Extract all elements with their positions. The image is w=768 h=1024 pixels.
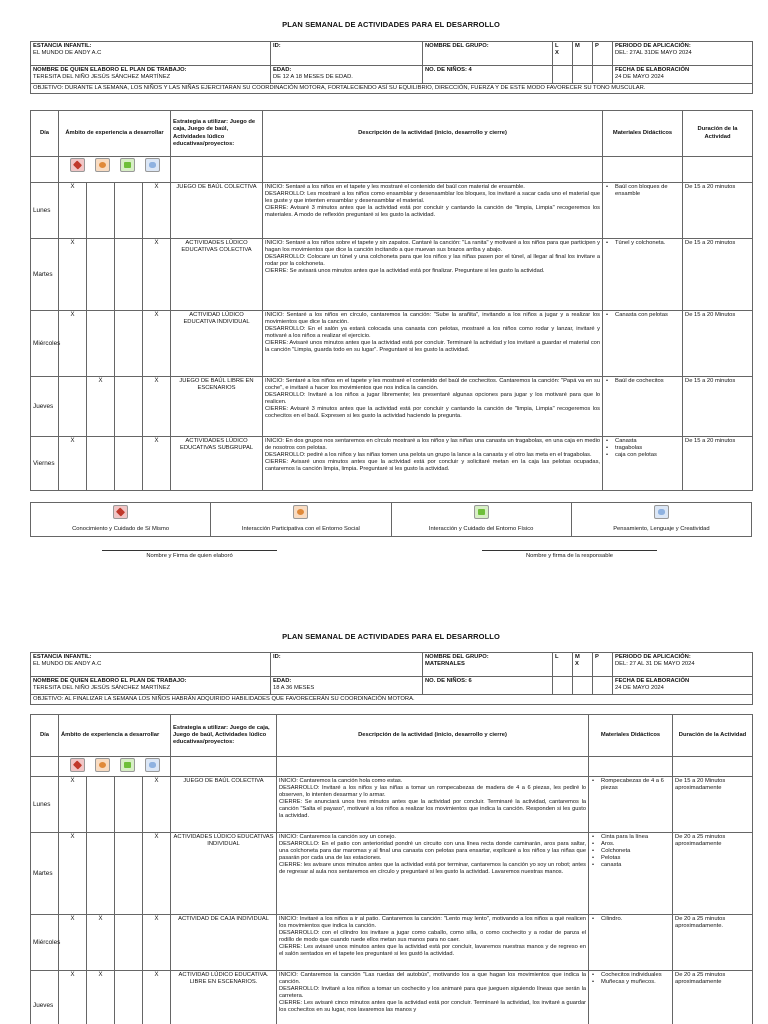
description-inicio: INICIO: Sentaré a los niños en círculo, cantaremos la canción: "Sube la arañita", invitando a los niños a jugar y a realizar los movimientos que dice la canción. (265, 312, 601, 325)
col-estrategia: Estrategia a utilizar: Juego de caja, Juego de baúl, Actividades lúdico educativas/proyectos: (171, 111, 263, 157)
plan-2 (30, 632, 752, 641)
material-item: • caja con pelotas (605, 452, 680, 459)
ninos-cell: NO. DE NIÑOS: 6 (423, 677, 553, 695)
materials-cell (589, 777, 673, 833)
thinking-icon (145, 758, 160, 772)
material-item: • canasta (591, 862, 670, 869)
material-item: • Baúl con bloques de ensamble (605, 184, 680, 198)
ambito-mark: X (143, 377, 171, 437)
elaboro-cell: NOMBRE DE QUIEN ELABORO EL PLAN DE TRABAJO: TERESITA DEL NIÑO JESÚS SÁNCHEZ MARTÍNEZ (31, 66, 271, 84)
duration-cell: De 15 a 20 minutos (683, 183, 753, 239)
description-cell (277, 915, 589, 971)
description-cell (263, 183, 603, 239)
strategy-cell: ACTIVIDADES LÚDICO EDUCATIVAS SUBGRUPAL (171, 437, 263, 491)
description-cierre: CIERRE: Avisaré unos minutos antes que la actividad está por concluir. Terminaré la actividad y los invitaré a guardar el material con la canción "Limpia, guarda todo en su lugar". Preguntaré si les gusto la actividad. (265, 339, 601, 353)
ambito-mark (87, 833, 115, 915)
ambito-mark: X (143, 915, 171, 971)
duration-cell: De 15 a 20 minutos (683, 239, 753, 311)
activity-row (31, 971, 753, 1024)
description-inicio: INICIO: Cantaremos la canción hola como estas. (279, 778, 403, 784)
col-descripcion: Descripción de la actividad (inicio, desarrollo y cierre) (277, 715, 589, 757)
day-label: Jueves (31, 377, 59, 437)
strategy-cell: ACTIVIDADES LÚDICO EDUCATIVAS COLECTIVA (171, 239, 263, 311)
elaboro-cell: NOMBRE DE QUIEN ELABORO EL PLAN DE TRABAJO: TERESITA DEL NIÑO JESÚS SÁNCHEZ MARTÍNEZ (31, 677, 271, 695)
legend-item-self-care: Conocimiento y Cuidado de Sí Mismo (31, 503, 211, 536)
description-cell (277, 971, 589, 1024)
description-inicio: INICIO: Invitaré a los niños a ir al patio. Cantaremos la canción: "Lento muy lento", motivando a los niños a qué realicen los movimientos que indica la canción. (279, 916, 587, 929)
header-table (30, 652, 753, 705)
ambito-mark (115, 377, 143, 437)
ambito-mark: X (59, 437, 87, 491)
description-cell (277, 777, 589, 833)
description-cell (263, 437, 603, 491)
edad-cell: EDAD: DE 12 A 18 MESES DE EDAD. (271, 66, 423, 84)
description-desarrollo: DESARROLLO: En el patio con anterioridad pondré un circuito con una línea recta donde caminarán, aros para saltar, una colchoneta para dar maromas y al final una canasta con pelotas para ensartar, explicaré a los niños y las niñas que pasarán por cada una de las estaciones. (279, 840, 587, 861)
activity-row (31, 311, 753, 377)
signature-elaboro: Nombre y Firma de quien elaboró (102, 550, 277, 560)
legend (30, 502, 752, 537)
ambito-mark (87, 437, 115, 491)
social-icon (293, 505, 308, 519)
material-item: • Baúl de cochecitos (605, 378, 680, 385)
ambito-mark: X (143, 311, 171, 377)
col-materiales: Materiales Didácticos (603, 111, 683, 157)
header-table (30, 41, 753, 94)
material-item: • Cilindro. (591, 916, 670, 923)
ambito-mark: X (59, 833, 87, 915)
activity-row (31, 183, 753, 239)
description-inicio: INICIO: Sentaré a los niños en el tapete y les mostraré el contenido del baúl de cochecitos. Cantaremos la canción: "Papá va en su coche", e invitaré a hacer los movimientos que nos indica la canción. (265, 378, 601, 391)
day-label: Miércoles (31, 915, 59, 971)
grupo-cell: NOMBRE DEL GRUPO: MATERNALES (423, 653, 553, 677)
day-label: Jueves (31, 971, 59, 1024)
description-cell (263, 311, 603, 377)
material-item: • Cochecitos individuales (591, 972, 670, 979)
strategy-cell: JUEGO DE BAÚL LIBRE EN ESCENARIOS (171, 377, 263, 437)
duration-cell: De 20 a 25 minutos aproximadamente (673, 971, 753, 1024)
strategy-cell: ACTIVIDAD DE CAJA INDIVIDUAL (171, 915, 277, 971)
ambito-mark: X (143, 183, 171, 239)
ambito-mark: X (59, 183, 87, 239)
activity-row (31, 777, 753, 833)
materials-cell (603, 437, 683, 491)
environment-icon (120, 158, 135, 172)
environment-icon (474, 505, 489, 519)
description-desarrollo: DESARROLLO: En el salón ya estará colocada una canasta con pelotas, mostraré a los niños como rodar y lanzar, invitaré y motivaré a los niños a realizar el ejercicio. (265, 325, 601, 339)
ambito-mark: X (59, 239, 87, 311)
description-cell (263, 377, 603, 437)
activity-row (31, 437, 753, 491)
ambito-mark (87, 183, 115, 239)
strategy-cell: ACTIVIDADES LÚDICO EDUCATIVAS INDIVIDUAL (171, 833, 277, 915)
day-label: Martes (31, 833, 59, 915)
description-cierre: CIERRE: Avisaré 3 minutos antes que la actividad está por concluir y cantando la canción de "limpia, Limpia" recogeremos los materiales. A modo de reflexión preguntaré si les gusto la actividad. (265, 204, 601, 218)
periodo-cell: PERIODO DE APLICACIÓN: DEL: 27AL 31DE MAYO 2024 (613, 42, 753, 66)
description-desarrollo: DESARROLLO: Invitaré a los niños a tomar un cochecito y los animaré para que jueguen siguiendo líneas que serán la carretera. (279, 985, 587, 999)
strategy-cell: ACTIVIDAD LÚDICO EDUCATIVA INDIVIDUAL (171, 311, 263, 377)
materials-cell (603, 377, 683, 437)
materials-cell (603, 183, 683, 239)
day-label: Martes (31, 239, 59, 311)
material-item: • Rompecabezas de 4 a 6 piezas (591, 778, 670, 792)
description-cierre: CIERRE: Les avisaré cinco minutos antes que la actividad está por concluir. Terminaré la actividad, los invitaré a guardar los cochecitos en su lugar, nos lavaremos las manos y (279, 999, 587, 1013)
social-icon (95, 758, 110, 772)
edad-cell: EDAD: 18 A 36 MESES (271, 677, 423, 695)
ambito-mark: X (143, 971, 171, 1024)
activity-table (30, 110, 753, 491)
plan-2-activities (30, 714, 752, 1024)
self-care-icon (70, 758, 85, 772)
strategy-cell: ACTIVIDAD LÚDICO EDUCATIVA. LIBRE EN ESCENARIOS. (171, 971, 277, 1024)
material-item: • Pelotas (591, 855, 670, 862)
id-cell: ID: (271, 42, 423, 66)
col-estrategia: Estrategia a utilizar: Juego de caja, Juego de baúl, Actividades lúdico educativas/proyectos: (171, 715, 277, 757)
page-title: PLAN SEMANAL DE ACTIVIDADES PARA EL DESARROLLO (282, 632, 500, 641)
plan-1-header (30, 41, 752, 94)
ambito-mark (115, 915, 143, 971)
description-desarrollo: DESARROLLO: con el cilindro los invitare a jugar como caballo, como silla, o como cochecito y a rodar de panza el rodillo de modo que cuando ruede ellos metan sus manos para no caer. (279, 929, 587, 943)
ambito-mark (115, 311, 143, 377)
estancia-cell: ESTANCIA INFANTIL: EL MUNDO DE ANDY A.C (31, 42, 271, 66)
description-desarrollo: DESARROLLO: Colocare un túnel y una colchoneta para que los niños y las niñas pasen por el túnel, al llegar al final los invitare a rodar por la colchoneta. (265, 253, 601, 267)
ambito-mark: X (87, 377, 115, 437)
activity-row (31, 377, 753, 437)
fecha-cell: FECHA DE ELABORACIÓN 24 DE MAYO 2024 (613, 66, 753, 84)
description-inicio: INICIO: Sentaré a los niños en el tapete y les mostraré el contenido del baúl con material de ensamble. (265, 184, 525, 190)
ambito-mark (115, 777, 143, 833)
duration-cell: De 15 a 20 minutos (683, 377, 753, 437)
description-cierre: CIERRE: Avisaré unos minutos antes que la actividad está por concluir y solicitaré metan en la caja las pelotas ocupadas, cantaremos la canción limpia, limpia. Preguntaré si les gusto la actividad. (265, 458, 601, 472)
fecha-cell: FECHA DE ELABORACIÓN 24 DE MAYO 2024 (613, 677, 753, 695)
material-item: • Túnel y colchoneta. (605, 240, 680, 247)
day-label: Viernes (31, 437, 59, 491)
ambito-mark: X (143, 777, 171, 833)
thinking-icon (145, 158, 160, 172)
description-cell (263, 239, 603, 311)
material-item: • Cinta para la línea (591, 834, 670, 841)
environment-icon (120, 758, 135, 772)
material-item: • Colchoneta (591, 848, 670, 855)
col-ambito: Ámbito de experiencia a desarrollar (59, 111, 171, 157)
col-dia: Día (31, 111, 59, 157)
description-inicio: INICIO: En dos grupos nos sentaremos en círculo mostraré a los niños y las niñas una canasta un tragabolas, en una caja en medio de nosotros con pelotas. (265, 438, 601, 451)
ambito-mark: X (87, 971, 115, 1024)
duration-cell: De 20 a 25 minutos aproximadamente (673, 833, 753, 915)
description-cell (277, 833, 589, 915)
ambito-mark: X (87, 915, 115, 971)
l-cell: L X (553, 42, 573, 66)
activity-row (31, 833, 753, 915)
p-cell: P (593, 42, 613, 66)
ambito-mark: X (59, 915, 87, 971)
material-item: • Muñecas y muñecos. (591, 979, 670, 986)
description-desarrollo: DESARROLLO: Invitaré a los niños a jugar libremente; les presentaré algunas opciones para jugar y los motivaré para que lo realicen. (265, 391, 601, 405)
ambito-mark (115, 971, 143, 1024)
duration-cell: De 15 a 20 Minutos (683, 311, 753, 377)
duration-cell: De 15 a 20 minutos (683, 437, 753, 491)
ambito-mark (115, 437, 143, 491)
description-desarrollo: DESARROLLO: Invitaré a los niños y las niñas a tomar un rompecabezas de madera de 4 a 6 piezas, les pediré lo observen, lo intenten desarmar y lo armar. (279, 784, 587, 798)
ambito-mark (87, 777, 115, 833)
ambito-mark (115, 833, 143, 915)
grupo-cell: NOMBRE DEL GRUPO: (423, 42, 553, 66)
material-item: • Canasta con pelotas (605, 312, 680, 319)
description-cierre: CIERRE: Avisaré 3 minutos antes que la actividad está por concluir y cantando la canción de "limpia, Limpia" recogeremos los cochecitos en el baúl. Expresen si les gusto la actividad haciendo la pregunta. (265, 405, 601, 419)
description-cierre: CIERRE: Les avisaré unos minutos antes que la actividad está por concluir, lavaremos nuestras manos y de regreso en el salón sentados en el tapete les preguntaré si les gustó la actividad. (279, 943, 587, 957)
ambito-mark (87, 239, 115, 311)
ambito-mark (59, 377, 87, 437)
ninos-cell: NO. DE NIÑOS: 4 (423, 66, 553, 84)
estancia-cell: ESTANCIA INFANTIL: EL MUNDO DE ANDY A.C (31, 653, 271, 677)
activity-row (31, 239, 753, 311)
day-label: Lunes (31, 777, 59, 833)
strategy-cell: JUEGO DE BAÚL COLECTIVA (171, 777, 277, 833)
col-materiales: Materiales Didácticos (589, 715, 673, 757)
activity-table (30, 714, 753, 1024)
description-cierre: CIERRE: Se avisará unos minutos antes que la actividad está por finalizar. Preguntare si les gusto la actividad. (265, 267, 545, 274)
periodo-cell: PERIODO DE APLICACIÓN: DEL: 27 AL 31 DE MAYO 2024 (613, 653, 753, 677)
description-inicio: INICIO: Cantaremos la canción soy un conejo. (279, 834, 396, 840)
duration-cell: De 20 a 25 minutos aproximadamente. (673, 915, 753, 971)
social-icon (95, 158, 110, 172)
material-item: • Aros. (591, 841, 670, 848)
ambito-mark: X (59, 311, 87, 377)
id-cell: ID: (271, 653, 423, 677)
activity-row (31, 915, 753, 971)
ambito-mark (115, 183, 143, 239)
col-duracion: Duración de la Actividad (673, 715, 753, 757)
plan-1 (30, 20, 752, 29)
description-cierre: CIERRE: Se anunciará unos tres minutos antes que la actividad por concluir. Terminaré la actividad, cantaremos la canción "Salta el payaso", motivaré a los niños a realizar los movimientos que indica la canción. Responden si les gusto la actividad. (279, 798, 587, 819)
l-cell: L (553, 653, 573, 677)
material-item: • tragabolas (605, 445, 680, 452)
materials-cell (603, 311, 683, 377)
ambito-mark: X (143, 239, 171, 311)
m-cell: M (573, 42, 593, 66)
legend-item-social: Interacción Participativa con el Entorno Social (211, 503, 391, 536)
col-descripcion: Descripción de la actividad (inicio, desarrollo y cierre) (263, 111, 603, 157)
legend-item-environment: Interacción y Cuidado del Entorno Físico (392, 503, 572, 536)
day-label: Lunes (31, 183, 59, 239)
col-duracion: Duración de la Actividad (683, 111, 753, 157)
materials-cell (603, 239, 683, 311)
materials-cell (589, 833, 673, 915)
ambito-mark: X (143, 437, 171, 491)
p-cell: P (593, 653, 613, 677)
self-care-icon (70, 158, 85, 172)
strategy-cell: JUEGO DE BAÚL COLECTIVA (171, 183, 263, 239)
legend-item-thinking: Pensamiento, Lenguaje y Creatividad (572, 503, 751, 536)
page-title: PLAN SEMANAL DE ACTIVIDADES PARA EL DESARROLLO (282, 20, 500, 29)
ambito-mark (87, 311, 115, 377)
description-desarrollo: DESARROLLO: Les mostraré a los niños como ensamblar y desensamblar los bloques, los invitaré a sacar cada uno el material que les guste y que intenten ensamblar y desensamblar el material. (265, 190, 601, 204)
col-dia: Día (31, 715, 59, 757)
plan-1-activities (30, 110, 752, 491)
objetivo: OBJETIVO: AL FINALIZAR LA SEMANA LOS NIÑOS HABRÁN ADQUIRIDO HABILIDADES QUE FAVORECERÁN SU COORDINACIÓN MOTORA. (31, 695, 753, 705)
thinking-icon (654, 505, 669, 519)
materials-cell (589, 971, 673, 1024)
materials-cell (589, 915, 673, 971)
day-label: Miércoles (31, 311, 59, 377)
m-cell: M X (573, 653, 593, 677)
self-care-icon (113, 505, 128, 519)
material-item: • Canasta (605, 438, 680, 445)
duration-cell: De 15 a 20 Minutos aproximadamente (673, 777, 753, 833)
description-inicio: INICIO: Cantaremos la canción "Las ruedas del autobús", motivando los a que hagan los movimientos que indica la canción. (279, 972, 587, 985)
ambito-mark (115, 239, 143, 311)
plan-2-header (30, 652, 752, 705)
ambito-mark: X (59, 971, 87, 1024)
signature-responsable: Nombre y firma de la responsable (482, 550, 657, 560)
ambito-mark: X (143, 833, 171, 915)
col-ambito: Ámbito de experiencia a desarrollar (59, 715, 171, 757)
ambito-mark: X (59, 777, 87, 833)
description-desarrollo: DESARROLLO: pediré a los niños y las niñas tomen una pelota un grupo la lance a la canasta y el otro las meta en el tragabolas. (265, 451, 592, 458)
description-inicio: INICIO: Sentaré a los niños sobre el tapete y sin zapatos. Cantaré la canción: "La ranita" y motivaré a los niños para que participen y hagan los movimientos que dice la canción incitando a que muevan sus brazos arriba y abajo. (265, 240, 601, 253)
objetivo: OBJETIVO: DURANTE LA SEMANA, LOS NIÑOS Y LAS NIÑAS EJERCITARAN SU COORDINACIÓN MOTORA, FORTALECIENDO ASÍ SU EQUILIBRIO, DIRECCIÓN, FUERZA Y DE ESTE MODO FAVORECER SU TONO MUSCULAR. (31, 84, 753, 94)
description-cierre: CIERRE: les avisare unos minutos antes que la actividad está por terminar, cantaremos la canción yo soy un robot; antes de regresar al aula nos sentaremos en círculo y preguntaré si les gusto la actividad. Lavaremos nuestras manos. (279, 861, 587, 875)
